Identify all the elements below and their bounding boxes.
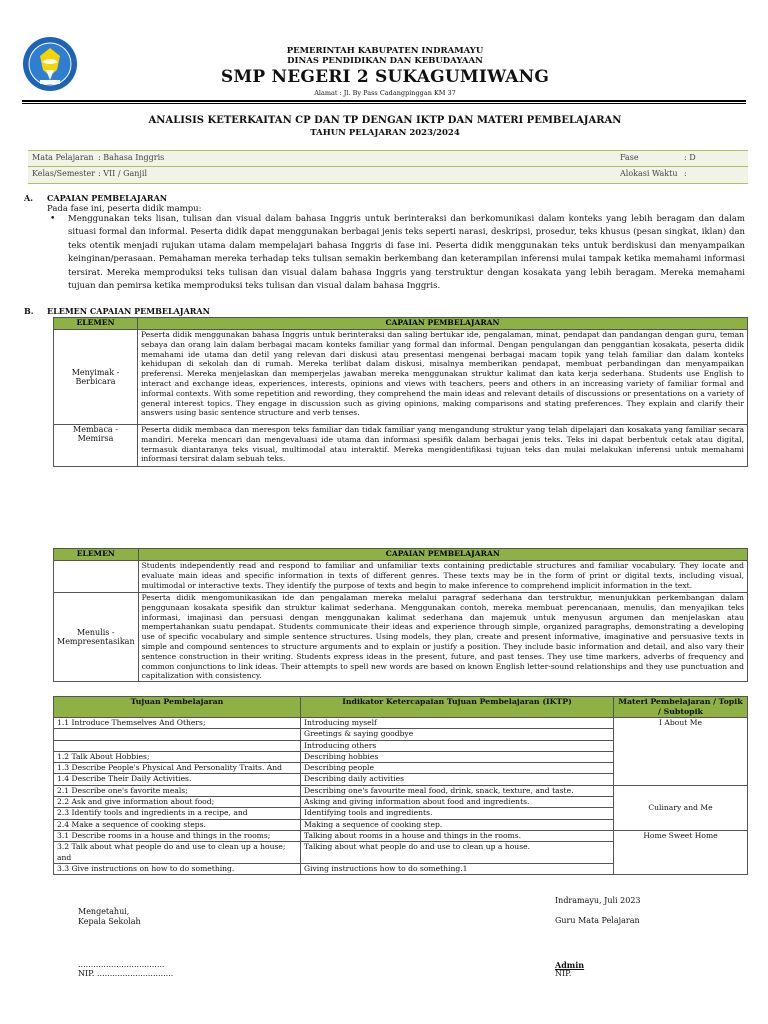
element-cell: Menulis - Mempresentasikan [54, 593, 139, 682]
acknowledge-label: Mengetahui, [78, 907, 130, 916]
teacher-label: Guru Mata Pelajaran [555, 916, 640, 925]
iktp-cell: Describing people [301, 763, 614, 774]
element-cell: Membaca - Memirsa [54, 425, 138, 467]
iktp-cell: Talking about what people do and use to clean up a house. [301, 842, 614, 864]
section-b-title: ELEMEN CAPAIAN PEMBELAJARAN [47, 306, 210, 316]
phase-label: Fase [620, 153, 639, 162]
col-header-iktp: Indikator Ketercapaian Tujuan Pembelajaran (IKTP) [301, 697, 614, 718]
teacher-name: Admin [555, 960, 585, 970]
principal-nip: NIP. .............................. [78, 969, 174, 978]
tp-cell: 1.4 Describe Their Daily Activities. [54, 774, 301, 785]
place-date: Indramayu, Juli 2023 [555, 896, 641, 905]
tp-cell: 2.2 Ask and give information about food; [54, 797, 301, 808]
tp-cell: and [54, 853, 301, 864]
iktp-cell: Making a sequence of cooking step. [301, 819, 614, 830]
school-name: SMP NEGERI 2 SUKAGUMIWANG [220, 67, 550, 87]
iktp-cell: Describing daily activities [301, 774, 614, 785]
subject-value: : Bahasa Inggris [98, 153, 165, 162]
document-title: ANALISIS KETERKAITAN CP DAN TP DENGAN IKTP DAN MATERI PEMBELAJARAN [148, 115, 622, 126]
bullet-icon: • [50, 214, 56, 224]
tp-cell: 2.1 Describe one's favorite meals; [54, 785, 301, 796]
iktp-cell: Giving instructions how to do something.1 [301, 863, 614, 874]
table-row [54, 718, 748, 729]
table-row [54, 830, 748, 841]
academic-year: TAHUN PELAJARAN 2023/2024 [310, 128, 460, 138]
cp-cell: Peserta didik menggunakan bahasa Inggris untuk berinteraksi dan saling bertukar ide, pengalaman, minat, pendapat dan pandangan dengan guru, teman sebaya dan orang lain dalam berbagai macam konteks familiar yang formal dan informal. Dengan pengulangan dan penggantian kosakata, peserta didik memahami ide utama dan detil yang relevan dari diskusi atau presentasi mengenai berbagai macam topik yang telah familiar dan dalam konteks kehidupan di sekolah dan di rumah. Mereka terlibat dalam diskusi, misalnya memberikan pendapat, membuat perbandingan dan menyampaikan preferensi. Mereka menjelaskan dan memperjelas jawaban mereka menggunakan struktur kalimat dan kata kerja sederhana. Students use English to interact and exchange ideas, experiences, interests, opinions and views with teachers, peers and others in an increasing variety of familiar formal and informal contexts. With some repetition and rewording, they comprehend the main ideas and relevant details of discussions or presentations on a variety of general interest topics. They engage in discussion such as giving opinions, making comparisons and stating preferences. They explain and clarify their answers using basic sentence structure and verb tenses. [138, 330, 748, 425]
course-info-strip [28, 150, 748, 184]
iktp-cell: Describing hobbies [301, 751, 614, 762]
iktp-cell: Talking about rooms in a house and things in the rooms. [301, 830, 614, 841]
department-name: DINAS PENDIDIKAN DAN KEBUDAYAAN [287, 56, 483, 66]
table-row [54, 785, 748, 796]
school-address: Alamat : Jl. By Pass Cadangpinggan KM 37 [314, 89, 456, 97]
tp-cell: 3.2 Talk about what people do and use to clean up a house; [54, 842, 301, 853]
class-value: : VII / Ganjil [98, 169, 148, 178]
tut-wuri-handayani-logo [22, 36, 78, 92]
col-header-element: ELEMEN [54, 318, 138, 330]
cp-elements-table [53, 317, 748, 467]
section-a-letter: A. [24, 193, 33, 203]
element-cell: Menyimak - Berbicara [54, 330, 138, 425]
tp-cell: 3.3 Give instructions on how to do something. [54, 863, 301, 874]
col-header-element: ELEMEN [54, 549, 139, 561]
section-a-title: CAPAIAN PEMBELAJARAN [47, 193, 168, 203]
materi-cell: Home Sweet Home [614, 830, 748, 874]
time-label: Alokasi Waktu [620, 169, 678, 178]
iktp-cell: Identifying tools and ingredients. [301, 808, 614, 819]
col-header-tp: Tujuan Pembelajaran [54, 697, 301, 718]
col-header-cp: CAPAIAN PEMBELAJARAN [138, 318, 748, 330]
cp-elements-table-continued [53, 548, 748, 682]
tp-cell: 2.4 Make a sequence of cooking steps. [54, 819, 301, 830]
tp-cell: 2.3 Identify tools and ingredients in a recipe, and [54, 808, 301, 819]
section-a-intro: Pada fase ini, peserta didik mampu: [47, 204, 202, 214]
tp-cell: 1.1 Introduce Themselves And Others; [54, 718, 301, 729]
header-divider-thin [22, 103, 746, 104]
cp-cell: Peserta didik mengomunikasikan ide dan pengalaman mereka melalui paragraf sederhana dan terstruktur, menunjukkan perkembangan dalam penggunaan kosakata spesifik dan struktur kalimat sederhana. Menggunakan contoh, mereka membuat perencanaan, menulis, dan menyajikan teks informasi, imajinasi dan persuasi dengan menggunakan kalimat sederhana dan majemuk untuk menyusun argumen dan menjelaskan atau mempertahankan suatu pendapat. Students communicate their ideas and experience through simple, organized paragraphs, demonstrating a developing use of specific vocabulary and simple sentence structures. Using models, they plan, create and present informative, imaginative and persuasive texts in simple and compound sentences to structure arguments and to explain or justify a position. They include basic information and detail, and also vary their sentence construction in their writing. Students express ideas in the present, future, and past tenses. They use time markers, adverbs of frequency and common conjunctions to link ideas. Their attempts to spell new words are based on known English letter-sound relationships and they use punctuation and capitalization with consistency. [138, 593, 747, 682]
phase-value: : D [684, 153, 696, 162]
iktp-cell: Describing one's favourite meal food, drink, snack, texture, and taste. [301, 785, 614, 796]
tp-cell: 1.2 Talk About Hobbies; [54, 751, 301, 762]
principal-name: .................................. [78, 960, 165, 969]
teacher-nip: NIP. [555, 969, 572, 978]
principal-label: Kepala Sekolah [78, 917, 141, 926]
government-name: PEMERINTAH KABUPATEN INDRAMAYU [286, 46, 484, 56]
iktp-cell: Introducing myself [301, 718, 614, 729]
iktp-cell: Asking and giving information about food and ingredients. [301, 797, 614, 808]
tp-cell [54, 740, 301, 751]
tp-cell: 1.3 Describe People's Physical And Personality Traits. And [54, 763, 301, 774]
tp-cell [54, 729, 301, 740]
tp-cell: 3.1 Describe rooms in a house and things in the rooms; [54, 830, 301, 841]
iktp-cell: Introducing others [301, 740, 614, 751]
cp-cell: Peserta didik membaca dan merespon teks familiar dan tidak familiar yang mengandung struktur yang telah dipelajari dan kosakata yang familiar secara mandiri. Mereka mencari dan mengevaluasi ide utama dan informasi spesifik dalam berbagai jenis teks. Teks ini dapat berbentuk cetak atau digital, termasuk diantaranya teks visual, multimodal atau interaktif. Mereka mengidentifikasi tujuan teks dan mulai melakukan inferensi untuk memahami informasi tersirat dalam sebuah teks. [138, 425, 748, 467]
iktp-cell: Greetings & saying goodbye [301, 729, 614, 740]
section-b-letter: B. [24, 306, 34, 316]
time-value: : [684, 169, 687, 178]
col-header-materi: Materi Pembelajaran / Topik / Subtopik [614, 697, 748, 718]
subject-label: Mata Pelajaran [32, 153, 94, 162]
col-header-cp: CAPAIAN PEMBELAJARAN [138, 549, 747, 561]
materi-cell: I About Me [614, 718, 748, 786]
tp-iktp-table [53, 696, 748, 875]
section-a-bullet-text: Menggunakan teks lisan, tulisan dan visual dalam bahasa Inggris untuk berinteraksi dan berkomunikasi dalam konteks yang lebih beragam dan dalam situasi formal dan informal. Peserta didik dapat menggunakan berbagai jenis teks seperti narasi, deskripsi, prosedur, teks khusus (pesan singkat, iklan) dan teks otentik menjadi rujukan utama dalam mempelajari bahasa Inggris di fase ini. Peserta didik menggunakan teks untuk berdiskusi dan menyampaikan keinginan/perasaan. Pemahaman mereka terhadap teks tulisan semakin berkembang dan keterampilan inferensi mulai tampak ketika memahami informasi tersirat. Mereka memproduksi teks tulisan dan visual dalam bahasa Inggris yang terstruktur dengan kosakata yang lebih beragam. Mereka memahami tujuan dan pemirsa ketika memproduksi teks tulisan dan visual dalam bahasa Inggris. [68, 214, 745, 292]
materi-cell: Culinary and Me [614, 785, 748, 830]
cp-cell: Students independently read and respond to familiar and unfamiliar texts containing predictable structures and familiar vocabulary. They locate and evaluate main ideas and specific information in texts of different genres. These texts may be in the form of print or digital texts, including visual, multimodal or interactive texts. They identify the purpose of texts and begin to make inference to comprehend implicit information in the text. [138, 561, 747, 593]
element-cell [54, 561, 139, 593]
header-divider [22, 100, 746, 102]
class-label: Kelas/Semester [32, 169, 96, 178]
